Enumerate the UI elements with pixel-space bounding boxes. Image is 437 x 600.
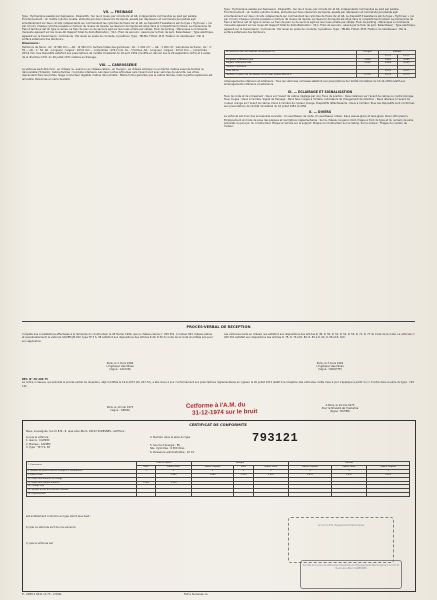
- cell: 3 920: [234, 473, 253, 477]
- cell: [137, 493, 156, 497]
- cell: 3: [156, 469, 192, 473]
- subheader: cabine tôlée: [156, 465, 192, 469]
- cell: 3 870: [289, 473, 332, 477]
- row-label: 11. Poids total roulant autorisé: [27, 481, 137, 485]
- subheader: cabine tôlée: [331, 465, 367, 469]
- row-label: Largeur intérieure utile: [225, 62, 357, 66]
- header-plateau: Plateau: [289, 462, 410, 466]
- stamp-line-1: Cetforme à l'A.M. du: [185, 401, 246, 410]
- dims-subcol: 11 m³: [397, 54, 415, 58]
- sig-place: Paris, le 3 mars 1969: [316, 362, 344, 365]
- cell: [253, 493, 289, 497]
- cell: 3: [191, 469, 234, 473]
- section-text-lighting: Feux de route et de croisement : Deux sur l'avant de cabine (réglage par vis). Feux de position : Deux latéraux sur l'avant de cabine ou coutre blocage. Feux rouges : Deux à l'arrière. Signal de freinage : Deux feux rouges à l'arrière. Indicateurs de changement de direction : Deux latéraux à l'avant de couleur orange sur l'avant de cabine. Deux à l'arrière de couleur orange. Dispositifs réfléchissants : Deux à l'arrière. Tous ces dispositifs sont conformes aux prescriptions de l'arrêté ministériel du 16 juillet 1954 modifié.: [224, 95, 415, 109]
- pv-paragraph-left: Il résulte des constatations effectuées à la demande du constructeur le 28 février 1969, que le châssis-cabine nᵒ 200 501, à moteur 661 châssis-cabine et (éventuellement) le véhicule SAVIEM JM 200, type TP 3 S, 38 satisfont aux dispositions des articles R 49, R 50 du Code de la route et arrêtés pris pour son application.: [22, 333, 214, 343]
- row-label: 12. Charge utile: [27, 485, 137, 489]
- divider: [22, 321, 415, 322]
- section-text-misc: Le véhicule est muni des accessoires suivants : Un avertisseur de route. Un avertisseur urbain. Deux essuie-glace et lave-glace. Deux rétroviseurs. Emplacement et mode de pose des plaques et inscriptions réglementaires : Sur le châssis, longeron droit, frappe à froid du type et du numéro de série précédés du poinçon du constructeur. Plaque à l'arrière sur le support. Plaque du constructeur sur la cabine. Sur le moteur : Frappe du numéro de moteur.: [224, 115, 414, 129]
- sig-title: Pour le Ministre de l'Industrie: [321, 407, 359, 411]
- table-row: [27, 493, 410, 497]
- subheader: tôlée: [137, 465, 156, 469]
- section-title-braking: VII. — FREINAGE: [103, 10, 133, 14]
- cell: 3: [234, 469, 253, 473]
- cell: 3: [289, 469, 332, 473]
- section-text-bodywork: Le véhicule peut être livré : en châssis nu, avant ou en châssis-cabine ; en fourgon ; en châssis intérieur ou en bâché. Cabine avancée fermée ou découvrable (Torpédo). Cabine fermée : Conduite intérieure. Les deux portes articulées vers l'avant sont avec serrures de sécurité. Les vitres descendent dans les portes. Siège conducteur réglable. Cabine découvrable : Même forme générale que la cabine fermée, mais la partie supérieure est amovible. Pare-brise en verre feuilleté.: [22, 67, 213, 81]
- cell: 3: [253, 469, 289, 473]
- section-title-lighting: IX. — ECLAIRAGE ET SIGNALISATION: [287, 90, 353, 95]
- cell: 3: [331, 469, 367, 473]
- subheader: cabine torpédo: [367, 465, 410, 469]
- row-label: 9. Poids à vide: [27, 473, 137, 477]
- cert-left-fields: [26, 436, 146, 449]
- section-title-misc: X. — DIVERS: [308, 110, 332, 115]
- cell: 2,000: [356, 62, 379, 66]
- carrosserie-label: 7. Carrosserie: [27, 462, 137, 470]
- braking-continued-text: Type : Hydraulique assisté par dépression. Dispositifs : Sur les 4 roues, par circuits AV. et AR. indépendants commandés au pied par pédale. Fonctionnement : Un maître-cylindre double, alimenté par deux réservoirs de liquide, assisté par dépression et commandé par pédale agit simultanément sur deux circuits indépendants qui commandent les cylindres de freins AV. et AR. Le dispositif d'assistance est du type « Hydrovac » (un par circuit). Chaque cylindre possède un témoin de niveau de liquide. Le réservoir de liquide est situé dans le compartiment moteur. Le mécanisme de frein à tambour est du type à cames. Le frein de parc ou de secours agit sur les roues arrière par câbles. Frein de parking : Mécanique à commande manuelle agissant sur les roues AR. Rapport total de démultiplication : 32,1. Frein de secours : Assuré par le frein de parc. Ralentisseur : Type électrique, agissant sur la transmission. Commande : Par levier au poste de conduite, 4 positions. Type : TELMA, FOCAL 45 B. Fixation du ralentisseur : Par la surface extérieure des tambours.: [224, 8, 416, 35]
- row-label: 13. Surface au sol du véhicule carrossé: [27, 489, 137, 493]
- pv-text-left: [22, 333, 214, 343]
- rec-number: REC. N° AU 206 75: [22, 378, 48, 381]
- cell: 3 480: [156, 473, 192, 477]
- dims-col-plateau: Plateau: [379, 51, 416, 55]
- dims-note: Aménagements intérieurs et extérieurs : Tous les véhicules carrossés satisfont aux prescriptions de l'arrêté ministériel du 10-12-1959 relatif aux aménagements intérieurs et extérieurs.: [224, 79, 406, 86]
- row-label: Longueur intérieure utile: [225, 58, 357, 62]
- cell: 3 870: [331, 473, 367, 477]
- row-label: 8. Nombre de places assises (compris le conducteur): [27, 469, 137, 473]
- subheader: cabine torpédo: [289, 465, 332, 469]
- cell: 1,175: [397, 73, 415, 77]
- cert-type: 3. Type : TP 3 S, 38: [26, 445, 50, 449]
- pv-signature-3: [60, 406, 180, 412]
- row-label: Sous bâche: [225, 69, 357, 73]
- sig-title: L'Ingénieur des Mines: [106, 365, 134, 369]
- cert-b: b) que ce véhicule sort de nos usines le: [26, 526, 76, 530]
- company-stamp-lower: Société Anonyme de Véhicules Industriels et d'Equipements Mécaniques S.A.V.I.E.M. Quai Léon-Blum SURESNES: [300, 560, 402, 589]
- cell: [331, 493, 367, 497]
- cert-marque: 2. Marque : SAVIEM: [26, 442, 51, 446]
- row-label: Hauteur du plancher au-dessus du sol avec pneus 900-20 X: [225, 73, 357, 77]
- subheader: cabine torpédo: [191, 465, 234, 469]
- cell: 3,600: [356, 58, 379, 62]
- cert-conform: est entièrement conforme au type décrit plus haut ;: [26, 515, 92, 518]
- pv-signature-1: [60, 362, 180, 372]
- dims-subcol: 15 m³: [379, 54, 397, 58]
- row-label: 10. Poids total autorisé en charge: [27, 477, 137, 481]
- cell: 3: [137, 469, 156, 473]
- cell: 3: [367, 469, 410, 473]
- sig-name: (Signé : GAUVIN): [109, 368, 131, 372]
- rec-text: La notice ci-dessus, qui précède le procès-verbal de réception, déjà modifiée le 19-6-1973 (AU 207-72), a été revue à jour conformément aux prescriptions réglementaires en vigueur le 20 juillet 1974 relatif à la réception des véhicules. Cette mise à jour s'applique à partir du nº d'ordre dans la série du type : 793 121.: [22, 381, 414, 388]
- cell: 3,085: [397, 58, 415, 62]
- subheader: tôlée: [234, 465, 253, 469]
- rec-block: [22, 378, 415, 388]
- row-label: Hauteur intérieure: [225, 66, 357, 70]
- subheader: cabine tôlée: [253, 465, 289, 469]
- certificate-title: CERTIFICAT DE CONFORMITE: [189, 423, 247, 427]
- certificate-table: [26, 461, 410, 497]
- cell: 3 900: [156, 481, 192, 485]
- cert-a: a) que le véhicule :: [26, 436, 50, 439]
- cert-bottom-text: [26, 515, 226, 545]
- cert-serial-label: 4. Numéro dans la série du type: [150, 436, 191, 439]
- cell: [367, 493, 410, 497]
- dimensions-table: [224, 50, 416, 78]
- footer-place: Fait à Suresnes, le: [184, 593, 208, 596]
- certificate-intro: Nous, soussignés, S.A.V.I.E.M., 8, quai Léon-Blum, 92152 SURESNES, certifions :: [26, 430, 126, 433]
- cert-puissance: 6. Puissance administrative : 22 CV: [150, 450, 195, 454]
- dims-text: Tambours de freins : AV. : Ø 360 mm — AR. : Ø 360 mm. Surface totale des garnitures : AV. : 1 000 cm² — AR. : 1 000 cm². Garnitures de freins : AV. : 1ʳᵉ 50 — AR. : 1ʳᵉ 50. AR. : Longueur : largeur : 203,6 mm — comprimée : 476,2 mm. AV. : 3 fermes. AR. : Longueur : largeur : 203,6 mm — comprimée : 203,6 mm. Ces dispositifs satisfont aux prescriptions de l'arrêté ministériel du 18 avril 1959 (modifié en dernier lieu le 29 septembre 1974) et à celles de la directive C.E.E. du 26 juillet 1971 relative au freinage.: [22, 45, 213, 59]
- cell: 3 900: [137, 481, 156, 485]
- header-fourgon: Fourgon: [191, 462, 288, 466]
- cell: 2,000: [397, 62, 415, 66]
- pv-title: PROCES-VERBAL DE RECEPTION: [186, 325, 251, 329]
- dims-col-fourgon: Fourgon: [356, 51, 379, 55]
- left-column: [22, 8, 214, 81]
- sig-name: (Signé : GERIN): [110, 409, 130, 413]
- cert-right-fields: [150, 444, 330, 454]
- pv-paragraph-right: Les véhicules livrés en châssis nus satisfont aux dispositions des articles R. 49, R. 50, R. 51, R. 52, R. 55, R. 71, R. 77 du Code de la route. Le véhicule nº 200 501 satisfait aux dispositions des articles R. 78, R. 79 et R. 80, R. 82 à R. 92, R. 98 et R. 100.: [224, 333, 416, 340]
- cell: [234, 493, 253, 497]
- cert-cylindree: Sbs. Cylindrée : 6 650 litres: [150, 447, 185, 451]
- sig-name: (Signé : MOYER): [329, 410, 351, 414]
- cell: 1,675: [379, 69, 397, 73]
- cell: 3,625: [379, 58, 397, 62]
- cell: 1,675: [397, 69, 415, 73]
- cell: [289, 493, 332, 497]
- right-column: [224, 8, 416, 129]
- sig-place: Paris, le 3 mars 1969: [106, 362, 134, 365]
- cell: [156, 493, 192, 497]
- dims-heading: Dimensions :: [22, 42, 41, 46]
- sig-place: Paris, le 10 mai 1975: [106, 406, 134, 409]
- header-chassis-cabine: Châssis-cabine: [137, 462, 192, 466]
- stamp-line-2: 31-12-1974 sur le bruit: [191, 407, 258, 417]
- dims-table-title: Dimensions des carrosseries de série (en m): [225, 51, 357, 55]
- cell: 3 920: [253, 473, 289, 477]
- serial-number: 793121: [252, 431, 299, 445]
- row-label: 14. Dépassement: [27, 493, 137, 497]
- pv-signature-2: [270, 362, 390, 372]
- cell: 2,000: [379, 62, 397, 66]
- pv-text-right: [224, 333, 416, 340]
- section-text-braking: Type : Hydraulique assisté par dépression. Dispositifs : Sur les 4 roues, par circuits AV. et AR. indépendants commandés au pied par pédale. Fonctionnement : Un maître-cylindre double, alimenté par deux réservoirs de liquide, assisté par dépression et commandé par pédale agit simultanément sur deux circuits indépendants qui commandent les cylindres de freins AV. et AR. Le dispositif d'assistance est du type « Hydrovac » (un par circuit). Chaque cylindre possède un témoin de niveau de liquide. Le réservoir de liquide est situé dans le compartiment moteur. Le mécanisme de frein à tambour est du type à cames. Le frein de parc ou de secours agit sur les roues arrière par câbles. Frein de parking : Mécanique à commande manuelle agissant sur les roues AR. Rapport total de démultiplication : 32,1. Frein de secours : Assuré par le frein de parc. Ralentisseur : Type électrique, agissant sur la transmission. Commande : Par levier au poste de conduite, 4 positions. Type : TELMA, FOCAL 45 B. Fixation du ralentisseur : Par la surface extérieure des tambours.: [22, 15, 214, 42]
- section-title-bodywork: VIII. — CARROSSERIE: [99, 62, 137, 67]
- cell: [191, 493, 234, 497]
- sig-name: (Signé : HADOTTE): [318, 368, 342, 372]
- footer-reference: P - 2089 2 9411 (4-73 - 2 000): [22, 593, 62, 596]
- table-row: [225, 73, 416, 77]
- cert-genre: 1. Genre : CAMION: [26, 439, 50, 443]
- cert-source: 5. Source d'énergie : ES.: [150, 444, 181, 447]
- cell: 0,776: [356, 73, 379, 77]
- cell: 3 480: [191, 473, 234, 477]
- red-conformity-stamp: [186, 402, 258, 417]
- pv-signature-4: [280, 404, 400, 414]
- cert-c: c) que le véhicule est: [26, 541, 53, 545]
- cell: 3 870: [367, 473, 410, 477]
- company-stamp-upper: Le S.A.V.I.E.M. Equipements Mécaniques: [288, 517, 394, 563]
- sig-title: L'Ingénieur des Mines: [316, 365, 344, 369]
- cell: 1,175: [379, 73, 397, 77]
- sig-place: A Paris, le 10 mai 1975: [325, 404, 355, 407]
